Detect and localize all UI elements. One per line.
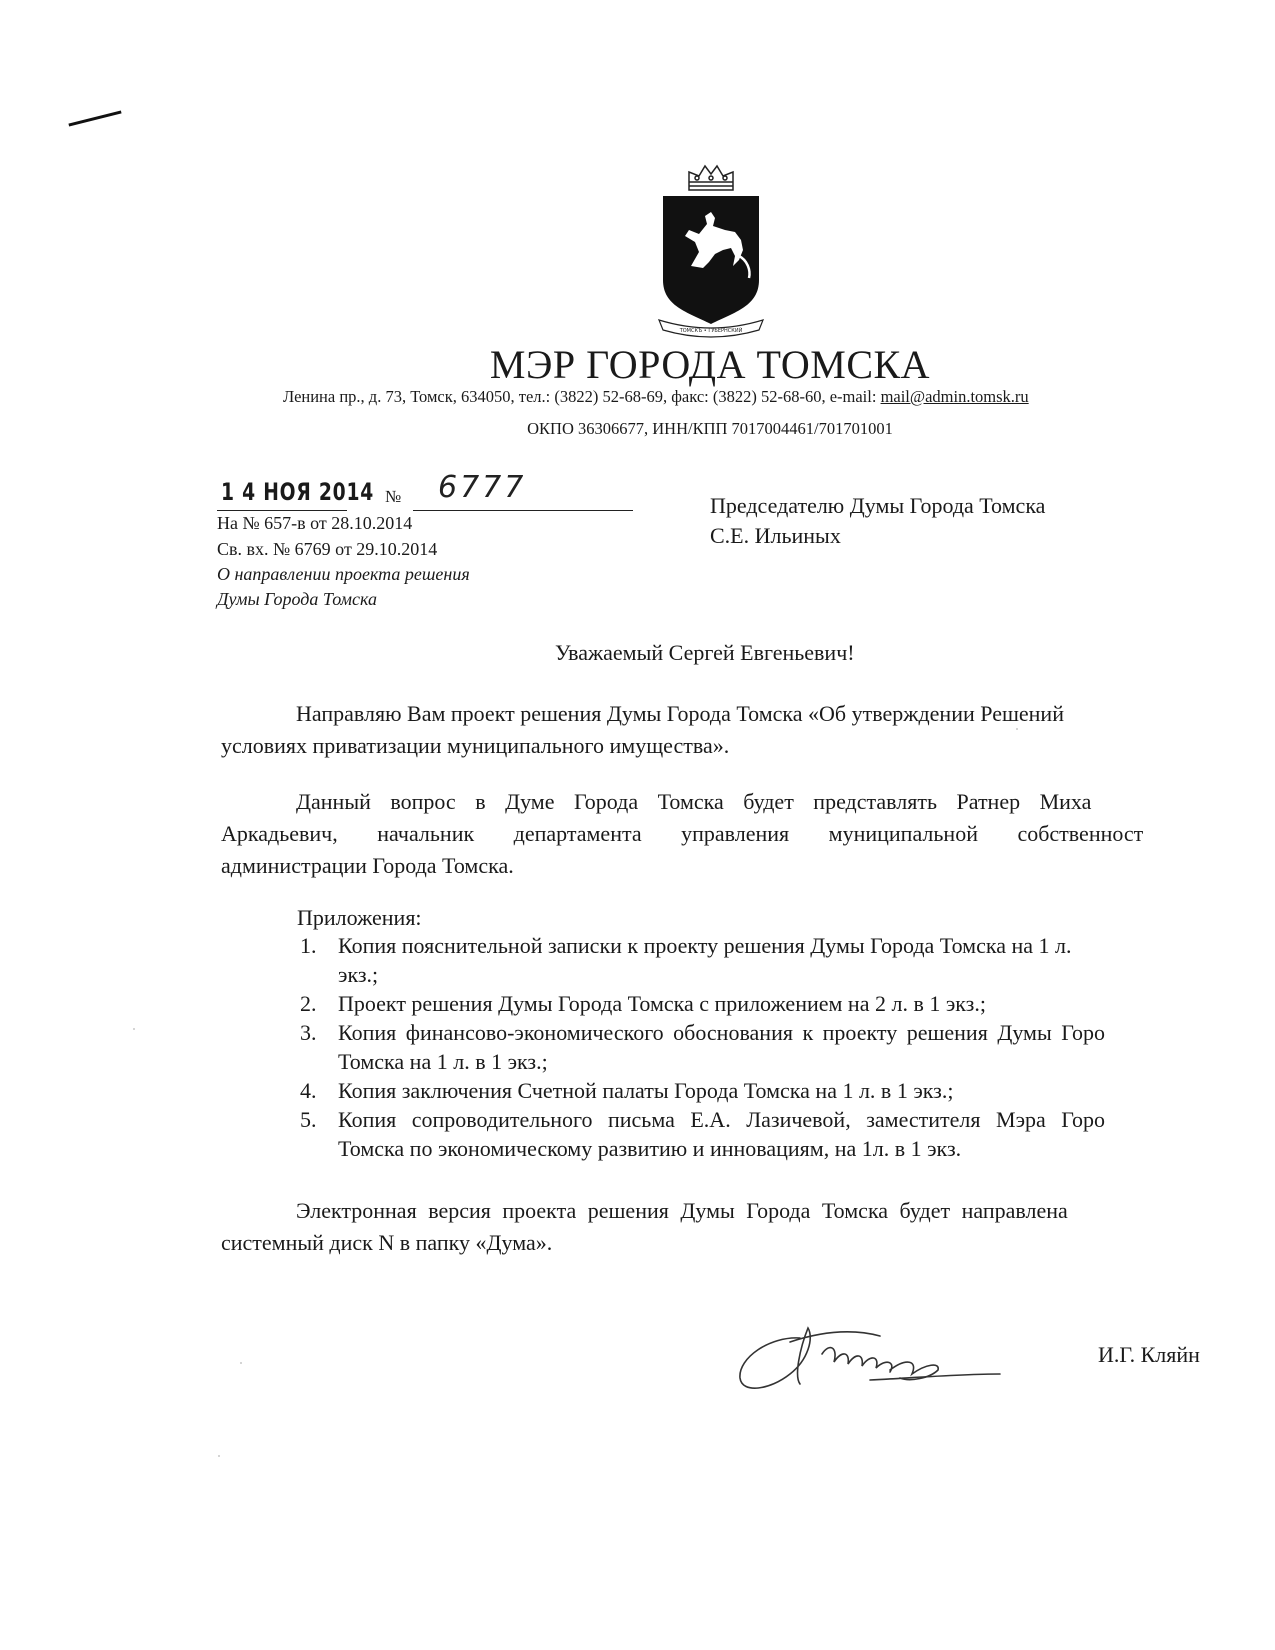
attachment-text: Проект решения Думы Города Томска с приложением на 2 л. в 1 экз.; <box>338 991 986 1016</box>
number-label: № <box>385 487 402 506</box>
reference-line: На № 657-в от 28.10.2014 <box>217 513 413 533</box>
paragraph-line: системный диск N в папку «Дума». <box>221 1230 553 1255</box>
attachment-number: 1. <box>300 933 317 958</box>
address-text: Ленина пр., д. 73, Томск, 634050, тел.: (3822) 52-68-69, факс: (3822) 52-68-60, e-mail: <box>283 387 881 406</box>
registration-codes: ОКПО 36306677, ИНН/КПП 7017004461/701701001 <box>527 419 893 438</box>
sender-address <box>283 387 1029 407</box>
attachment-text: Копия пояснительной записки к проекту решения Думы Города Томска на 1 л. <box>338 933 1072 958</box>
attachment-text: экз.; <box>338 962 379 987</box>
email-link[interactable]: mail@admin.tomsk.ru <box>880 387 1029 406</box>
attachment-text: Томска на 1 л. в 1 экз.; <box>338 1049 548 1074</box>
subject-line: Думы Города Томска <box>217 589 377 609</box>
scan-speck <box>240 1362 242 1364</box>
body-paragraph-2 <box>221 786 1221 882</box>
attachments-title: Приложения: <box>297 905 422 930</box>
paragraph-line: Направляю Вам проект решения Думы Города Томска «Об утверждении Решений <box>296 701 1064 726</box>
date-stamp: 1 4 НОЯ 2014 <box>221 478 375 506</box>
attachment-number: 5. <box>300 1107 317 1132</box>
addressee-name: С.Е. Ильиных <box>710 523 841 548</box>
body-paragraph-1 <box>221 698 1221 762</box>
subject-line: О направлении проекта решения <box>217 564 470 584</box>
paragraph-line: Аркадьевич, начальник департамента управления муниципальной собственност <box>221 821 1144 846</box>
body-paragraph-3 <box>221 1195 1221 1259</box>
paragraph-line: администрации Города Томска. <box>221 853 514 878</box>
attachment-text: Копия сопроводительного письма Е.А. Лазичевой, заместителя Мэра Горо <box>338 1107 1106 1132</box>
attachment-number: 3. <box>300 1020 317 1045</box>
attachment-number: 2. <box>300 991 317 1016</box>
reference-line: Св. вх. № 6769 от 29.10.2014 <box>217 539 438 559</box>
paragraph-line: Электронная версия проекта решения Думы Города Томска будет направлена <box>296 1198 1068 1223</box>
number-underline <box>413 510 633 511</box>
page-title: МЭР ГОРОДА ТОМСКА <box>489 342 931 387</box>
attachment-number: 4. <box>300 1078 317 1103</box>
paragraph-line: условиях приватизации муниципального имущества». <box>221 733 730 758</box>
attachment-text: Томска по экономическому развитию и инновациям, на 1л. в 1 экз. <box>338 1136 962 1161</box>
emblem-motto: ТОМСКЪ • ГУБЕРНСКИЙ <box>679 328 743 334</box>
salutation: Уважаемый Сергей Евгеньевич! <box>555 640 855 665</box>
scan-speck <box>1016 728 1018 730</box>
scan-speck <box>133 1028 135 1030</box>
attachment-text: Копия финансово-экономического обоснования к проекту решения Думы Горо <box>338 1020 1106 1045</box>
signatory-name: И.Г. Кляйн <box>1098 1342 1200 1367</box>
outgoing-number: 6777 <box>438 470 527 505</box>
tomsk-coat-of-arms-emblem <box>655 160 767 340</box>
handwritten-signature <box>730 1318 1030 1398</box>
attachment-text: Копия заключения Счетной палаты Города Томска на 1 л. в 1 экз.; <box>338 1078 954 1103</box>
paragraph-line: Данный вопрос в Думе Города Томска будет представлять Ратнер Миха <box>296 789 1092 814</box>
date-underline <box>217 510 347 511</box>
scan-speck <box>218 1455 220 1457</box>
stray-pen-mark <box>68 111 121 127</box>
addressee-position: Председателю Думы Города Томска <box>710 493 1046 518</box>
